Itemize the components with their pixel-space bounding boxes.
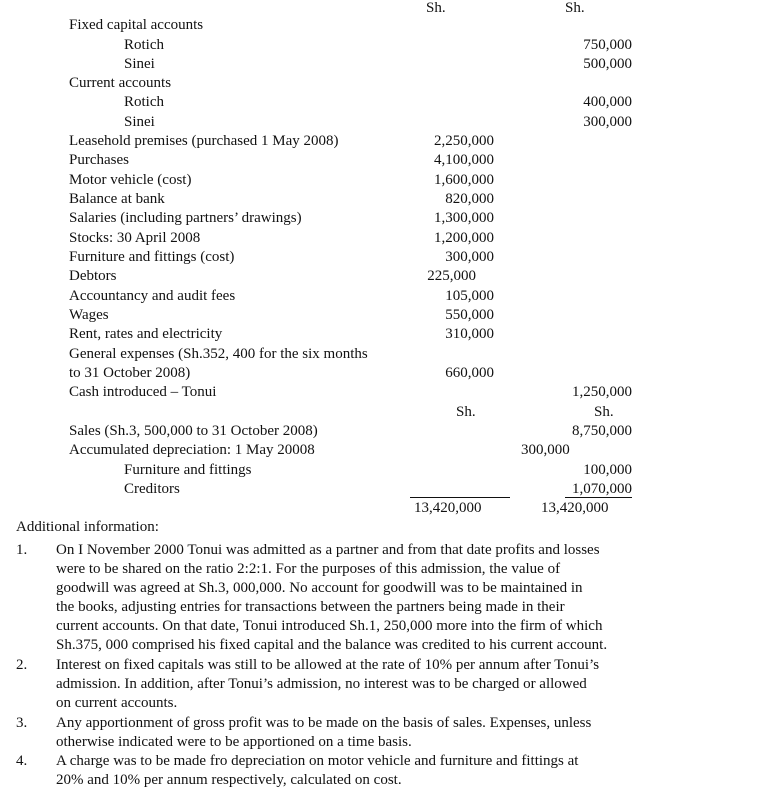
debit-column-header: Sh. bbox=[426, 0, 446, 16]
debit-value-debtors: 225,000 bbox=[427, 268, 476, 284]
debit-value-salaries: 1,300,000 bbox=[434, 210, 494, 226]
row-label-salaries: Salaries (including partners’ drawings) bbox=[69, 210, 302, 226]
item-number-2: 2. bbox=[16, 657, 28, 673]
item-number-3: 3. bbox=[16, 715, 28, 731]
credit-subheader: Sh. bbox=[594, 404, 614, 420]
row-label-wages: Wages bbox=[69, 307, 109, 323]
item-number-4: 4. bbox=[16, 753, 28, 769]
additional-heading: Additional information: bbox=[16, 519, 159, 535]
row-label-furniture-depreciation: Furniture and fittings bbox=[124, 462, 252, 478]
credit-value-furniture-depreciation: 100,000 bbox=[583, 462, 632, 478]
row-label-accumulated-depreciation: Accumulated depreciation: 1 May 20008 bbox=[69, 442, 315, 458]
debit-value-wages: 550,000 bbox=[445, 307, 494, 323]
row-label-bank: Balance at bank bbox=[69, 191, 165, 207]
row-label-purchases: Purchases bbox=[69, 152, 129, 168]
item-1-text: On I November 2000 Tonui was admitted as a partner and from that date profits and losses were to be shared on the ratio 2:2:1. For the purposes of this admission, the value of goodwill was agreed at Sh.3, 000,000. No account for goodwill was to be maintained in the books, adjusting entries for transactions between the partners being made in their current accounts. On that date, Tonui introduced Sh.1, 250,000 more into the firm of which Sh.375, 000 comprised his fixed capital and the balance was credited to his current account. bbox=[56, 542, 608, 653]
debit-value-general-expenses: 660,000 bbox=[445, 365, 494, 381]
credit-column-header: Sh. bbox=[565, 0, 585, 16]
debit-value-bank: 820,000 bbox=[445, 191, 494, 207]
item-3-text: Any apportionment of gross profit was to be made on the basis of sales. Expenses, unless otherwise indicated were to be apportioned on a time basis. bbox=[56, 715, 592, 750]
credit-value-rotich-capital: 750,000 bbox=[583, 37, 632, 53]
row-label-current-accounts: Current accounts bbox=[69, 75, 172, 91]
debit-value-purchases: 4,100,000 bbox=[434, 152, 494, 168]
credit-total: 13,420,000 bbox=[541, 500, 609, 516]
row-label-stocks: Stocks: 30 April 2008 bbox=[69, 230, 201, 246]
debit-value-furniture-cost: 300,000 bbox=[445, 249, 494, 265]
row-label-sales: Sales (Sh.3, 500,000 to 31 October 2008) bbox=[69, 423, 318, 439]
credit-total-rule bbox=[565, 497, 632, 498]
row-label-creditors: Creditors bbox=[124, 481, 180, 497]
debit-value-motor-vehicle: 1,600,000 bbox=[434, 172, 494, 188]
row-label-general-expenses: General expenses (Sh.352, 400 for the six months bbox=[69, 346, 368, 362]
row-label-rent: Rent, rates and electricity bbox=[69, 326, 223, 342]
credit-value-creditors: 1,070,000 bbox=[572, 481, 632, 497]
row-label-cash-tonui: Cash introduced – Tonui bbox=[69, 384, 217, 400]
row-label-audit-fees: Accountancy and audit fees bbox=[69, 288, 236, 304]
debit-value-audit-fees: 105,000 bbox=[445, 288, 494, 304]
credit-value-cash-tonui: 1,250,000 bbox=[572, 384, 632, 400]
item-4-text: A charge was to be made fro depreciation on motor vehicle and furniture and fittings at 20% and 10% per annum respectively, calculated on cost. bbox=[56, 753, 579, 788]
row-label-fixed-capital: Fixed capital accounts bbox=[69, 17, 204, 33]
debit-value-leasehold: 2,250,000 bbox=[434, 133, 494, 149]
row-label-rotich-capital: Rotich bbox=[124, 37, 164, 53]
item-2-text: Interest on fixed capitals was still to be allowed at the rate of 10% per annum after Tonui’s admission. In addition, after Tonui’s admission, no interest was to be charged or allowed on current accounts. bbox=[56, 657, 600, 711]
row-label-debtors: Debtors bbox=[69, 268, 117, 284]
credit-value-sinei-capital: 500,000 bbox=[583, 56, 632, 72]
debit-total: 13,420,000 bbox=[414, 500, 482, 516]
credit-value-rotich-current: 400,000 bbox=[583, 94, 632, 110]
row-label-motor-vehicle: Motor vehicle (cost) bbox=[69, 172, 192, 188]
debit-subheader: Sh. bbox=[456, 404, 476, 420]
item-number-1: 1. bbox=[16, 542, 28, 558]
row-label-sinei-current: Sinei bbox=[124, 114, 155, 130]
debit-value-stocks: 1,200,000 bbox=[434, 230, 494, 246]
row-label-leasehold: Leasehold premises (purchased 1 May 2008) bbox=[69, 133, 339, 149]
credit-value-sales: 8,750,000 bbox=[572, 423, 632, 439]
debit-value-rent: 310,000 bbox=[445, 326, 494, 342]
mid-value-accumulated-depreciation: 300,000 bbox=[521, 442, 570, 458]
row-label-general-expenses-cont: to 31 October 2008) bbox=[69, 365, 191, 381]
debit-total-rule bbox=[410, 497, 510, 498]
row-label-sinei-capital: Sinei bbox=[124, 56, 155, 72]
row-label-furniture-cost: Furniture and fittings (cost) bbox=[69, 249, 235, 265]
row-label-rotich-current: Rotich bbox=[124, 94, 164, 110]
credit-value-sinei-current: 300,000 bbox=[583, 114, 632, 130]
